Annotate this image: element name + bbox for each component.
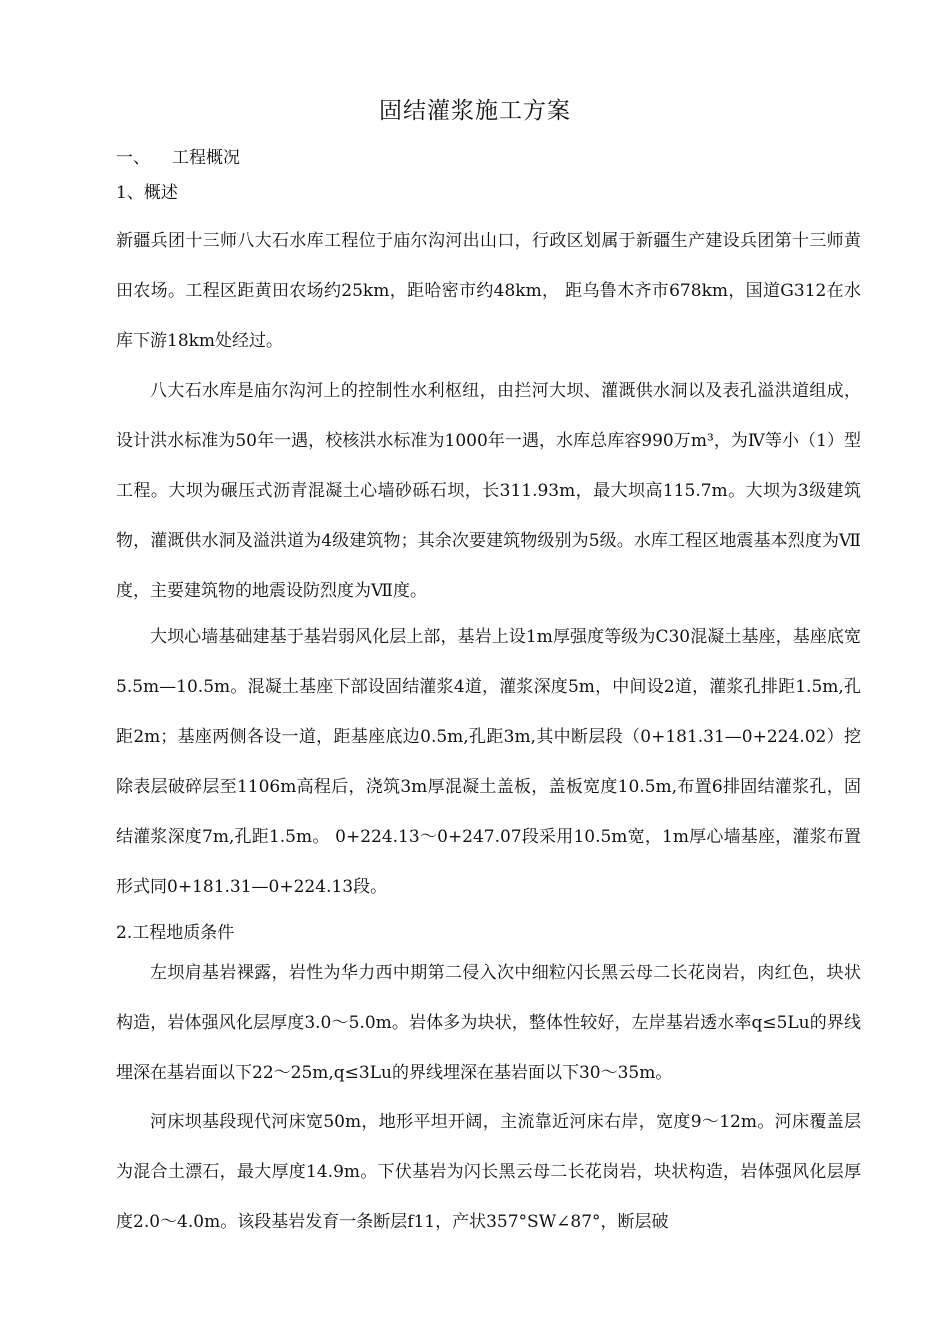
subsection-heading-2: 2.工程地质条件 <box>116 923 235 943</box>
section-title: 工程概况 <box>172 148 240 168</box>
document-title: 固结灌浆施工方案 <box>379 98 571 124</box>
paragraph-left-abutment: 左坝肩基岩裸露，岩性为华力西中期第二侵入次中细粒闪长黑云母二长花岗岩，肉红色，块状构造，岩体强风化层厚度3.0～5.0m。岩体多为块状，整体性较好，左岸基岩透水率q≤5Lu的界线埋深在基岩面以下22～25m,q≤3Lu的界线埋深在基岩面以下30～35m。 <box>116 963 861 1083</box>
section-number: 一、 <box>116 148 150 168</box>
paragraph-reservoir-description: 八大石水库是庙尔沟河上的控制性水利枢纽，由拦河大坝、灌溉供水洞以及表孔溢洪道组成，设计洪水标准为50年一遇，校核洪水标准为1000年一遇，水库总库容990万m³，为Ⅳ等小（1）型工程。大坝为碾压式沥青混凝土心墙砂砾石坝，长311.93m，最大坝高115.7m。大坝为3级建筑物，灌溉供水洞及溢洪道为4级建筑物；其余次要建筑物级别为5级。水库工程区地震基本烈度为Ⅶ度，主要建筑物的地震设防烈度为Ⅶ度。 <box>116 381 861 601</box>
paragraph-riverbed-section: 河床坝基段现代河床宽50m，地形平坦开阔，主流靠近河床右岸，宽度9～12m。河床覆盖层为混合土漂石，最大厚度14.9m。下伏基岩为闪长黑云母二长花岗岩，块状构造，岩体强风化层厚度2.0～4.0m。该段基岩发育一条断层f11，产状357°SW∠87°，断层破 <box>116 1112 861 1232</box>
section-heading-1 <box>116 143 240 168</box>
paragraph-overview-location: 新疆兵团十三师八大石水库工程位于庙尔沟河出山口，行政区划属于新疆生产建设兵团第十三师黄田农场。工程区距黄田农场约25km，距哈密市约48km， 距乌鲁木齐市678km，国道G312在水库下游18km处经过。 <box>116 231 861 351</box>
paragraph-dam-foundation: 大坝心墙基础建基于基岩弱风化层上部，基岩上设1m厚强度等级为C30混凝土基座，基座底宽5.5m—10.5m。混凝土基座下部设固结灌浆4道，灌浆深度5m，中间设2道，灌浆孔排距1.5m,孔距2m；基座两侧各设一道，距基座底边0.5m,孔距3m,其中断层段（0+181.31—0+224.02）挖除表层破碎层至1106m高程后，浇筑3m厚混凝土盖板，盖板宽度10.5m,布置6排固结灌浆孔，固结灌浆深度7m,孔距1.5m。 0+224.13～0+247.07段采用10.5m宽，1m厚心墙基座，灌浆布置形式同0+181.31—0+224.13段。 <box>116 627 861 897</box>
subsection-heading-1: 1、概述 <box>116 183 178 203</box>
